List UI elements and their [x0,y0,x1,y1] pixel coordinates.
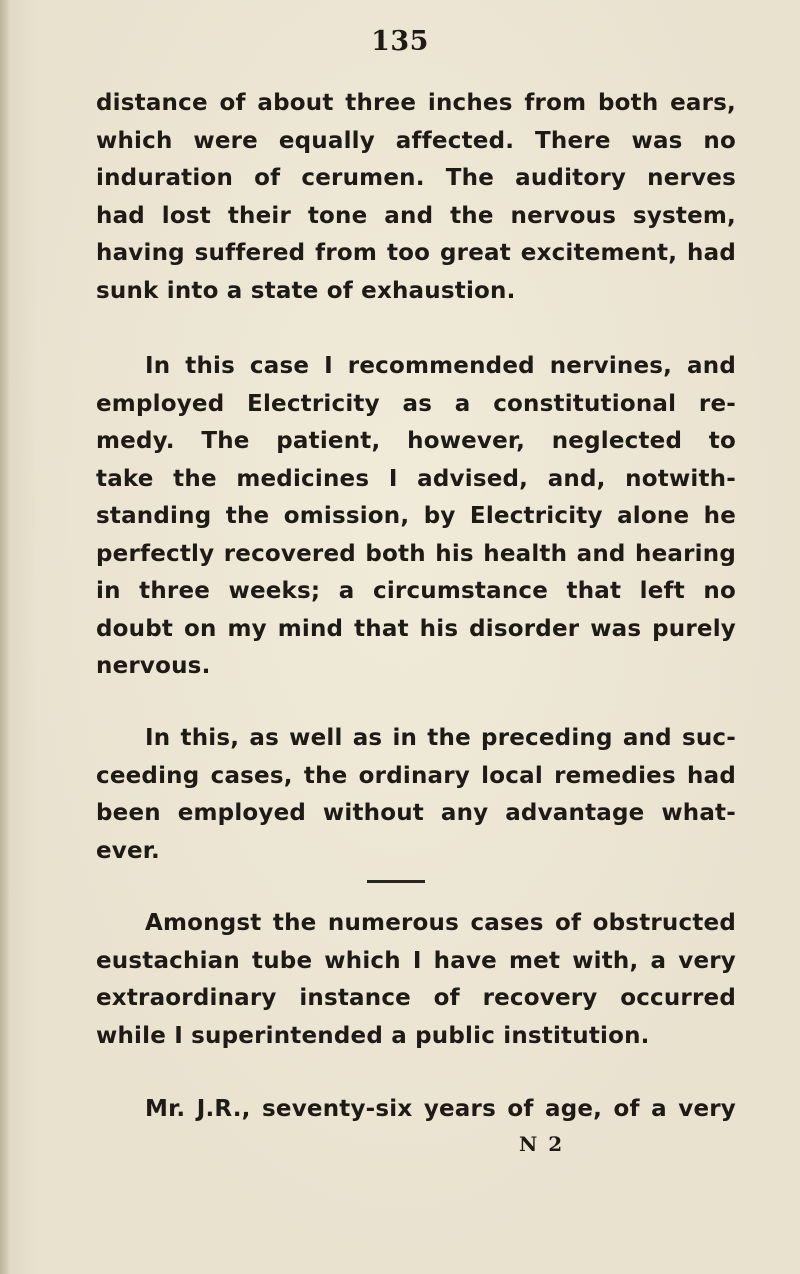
text-line: In this case I recommended nervines, and [145,353,736,379]
text-line: distance of about three inches from both ears, [96,90,736,116]
paragraph-5 [96,1091,736,1129]
text-line: employed Electricity as a constitutional re- [96,390,736,417]
text-line: In this, as well as in the preceding and suc- [145,725,736,751]
text-line: having suffered from too great excitement, had [96,240,736,266]
paragraph-4 [96,905,736,1055]
paragraph-2 [96,348,736,686]
text-line: medy. The patient, however, neglected to [96,428,736,454]
paragraph-3 [96,720,736,870]
text-line: in three weeks; a circumstance that left no [96,578,736,604]
text-line: ever. [96,837,160,864]
section-divider [367,880,425,883]
text-line: Mr. J.R., seventy-six years of age, of a very [145,1096,736,1122]
text-line: which were equally affected. There was no [96,127,736,154]
text-line: Amongst the numerous cases of obstructed [145,910,736,936]
text-line: standing the omission, by Electricity alone he [96,503,736,529]
signature-mark: N 2 [519,1132,565,1156]
text-line: perfectly recovered both his health and hearing [96,540,736,567]
text-line: doubt on my mind that his disorder was purely [96,615,736,642]
text-line: induration of cerumen. The auditory nerves [96,165,736,191]
text-line: been employed without any advantage what- [96,800,736,826]
text-line: while I superintended a public institution. [96,1022,650,1049]
page-edge-shadow [0,0,10,1274]
page-number: 135 [371,26,429,57]
text-line: sunk into a state of exhaustion. [96,277,516,304]
text-line: take the medicines I advised, and, notwith- [96,465,736,492]
text-line: nervous. [96,653,211,679]
text-line: eustachian tube which I have met with, a very [96,947,736,974]
text-line: extraordinary instance of recovery occurred [96,985,736,1011]
paragraph-1 [96,85,736,310]
text-line: ceeding cases, the ordinary local remedies had [96,762,736,789]
text-line: had lost their tone and the nervous system, [96,202,736,229]
